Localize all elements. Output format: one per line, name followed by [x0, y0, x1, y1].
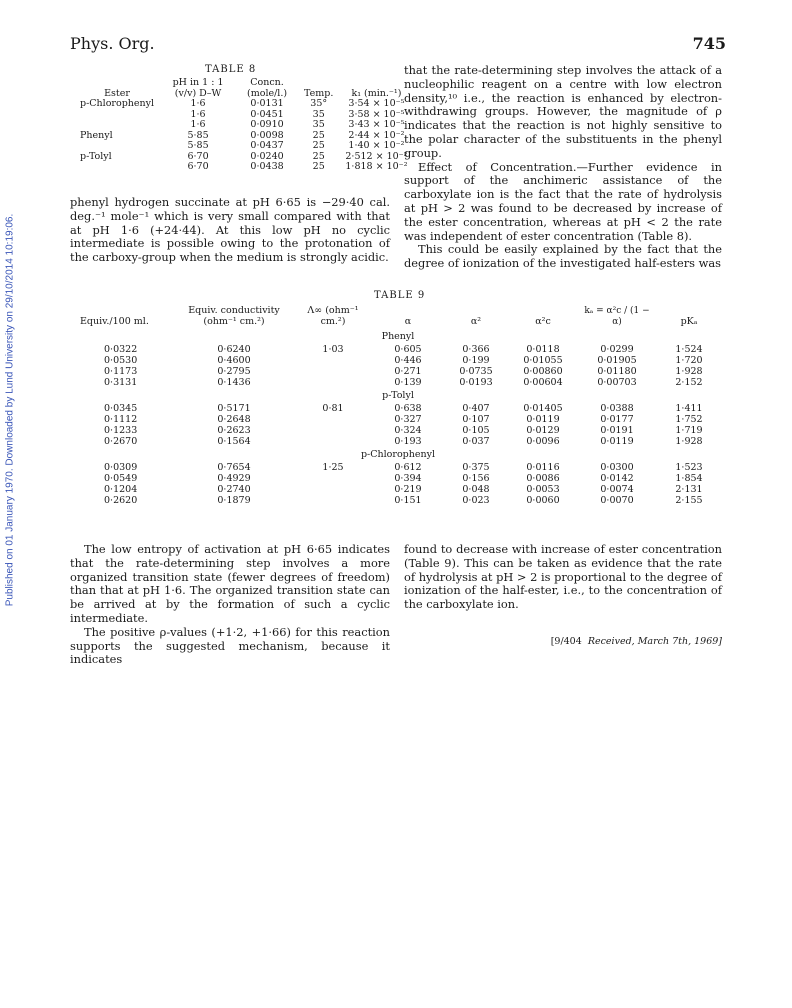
- table9-cell: 0·0345: [104, 403, 138, 415]
- table9-cell: 0·0549: [104, 473, 138, 485]
- table9-cell: 0·107: [462, 414, 490, 426]
- page-number: 745: [692, 34, 726, 53]
- table9-cell: 0·1112: [104, 414, 138, 426]
- table8-cell: 0·0240: [250, 150, 284, 162]
- table9-cell: 0·00703: [597, 376, 637, 388]
- right-column-top: [404, 64, 722, 271]
- table9-cell: 0·0119: [526, 414, 560, 426]
- table8-cell: 35: [312, 119, 325, 130]
- table8-cell: 0·0437: [250, 140, 284, 151]
- paragraph: This could be easily explained by the fact that the degree of ionization of the investigated half-esters was: [404, 242, 722, 271]
- table9-cell: 0·366: [462, 344, 490, 356]
- table8-cell: 35: [312, 108, 325, 120]
- table8-cell: p-Tolyl: [80, 150, 112, 162]
- right-column-bottom: [404, 543, 722, 612]
- table9-cell: 0·01405: [523, 403, 563, 415]
- table9-cell: 0·01055: [523, 355, 563, 367]
- table9-cell: [294, 356, 372, 367]
- table8-cell: 5·85: [187, 140, 209, 151]
- table9-cell: 0·0530: [104, 355, 138, 367]
- table8-cell: 35°: [310, 98, 328, 109]
- left-column-bottom: [70, 543, 390, 667]
- table9-cell: 0·00604: [523, 376, 563, 388]
- table9-cell: 0·00860: [523, 365, 563, 377]
- table9-group-label: Phenyl: [381, 330, 415, 342]
- table9-cell: 0·193: [394, 435, 422, 447]
- table9-cell: 1·854: [675, 473, 703, 485]
- table9-cell: 0·0086: [526, 473, 560, 485]
- table9-group-row: [74, 389, 722, 405]
- table9-cell: 1·03: [322, 344, 344, 356]
- table8-header-row: [74, 78, 414, 99]
- table9-cell: 0·0191: [600, 424, 634, 436]
- table9-header-row: [74, 306, 722, 330]
- table8-cell: [74, 120, 160, 131]
- table8-cell: 6·70: [187, 150, 209, 162]
- table9-cell: 0·0177: [600, 414, 634, 426]
- table9-cell: [294, 485, 372, 496]
- table9-cell: 0·2623: [217, 424, 251, 436]
- table8-cell: 0·0098: [250, 129, 284, 141]
- table9-cell: 0·199: [462, 355, 490, 367]
- table9-cell: 0·0119: [600, 435, 634, 447]
- table8-col-ph: pH in 1 : 1 (v/v) D–W: [172, 77, 224, 99]
- table8-cell: [74, 110, 160, 121]
- table9-cell: 0·1564: [217, 435, 251, 447]
- table9-cell: 1·752: [675, 414, 703, 426]
- table9-cell: 0·612: [394, 462, 422, 474]
- table9-cell: 0·151: [394, 494, 422, 506]
- table9-cell: 0·0116: [526, 462, 560, 474]
- table8-cell: 25: [312, 140, 325, 151]
- table9-cell: 2·155: [675, 494, 703, 506]
- table9-cell: 1·719: [675, 424, 703, 436]
- table9-cell: 1·720: [675, 355, 703, 367]
- table9-cell: 0·156: [462, 473, 490, 485]
- table9-cell: 0·0074: [600, 483, 634, 495]
- table9-cell: 1·523: [675, 462, 703, 474]
- table9-cell: 0·0070: [600, 494, 634, 506]
- table9-cell: 0·219: [394, 483, 422, 495]
- table9-cell: 0·0060: [526, 494, 560, 506]
- table8-cell: 0·0131: [250, 98, 284, 109]
- table9-cell: 0·1173: [104, 365, 138, 377]
- table9-group-label: p-Tolyl: [382, 389, 414, 401]
- table8-row: [74, 120, 414, 131]
- table9-cell: 0·1204: [104, 483, 138, 495]
- table8-cell: 3·58 × 10⁻⁵: [348, 108, 405, 120]
- table9-cell: 0·4600: [217, 355, 251, 367]
- table8-cell: 1·6: [190, 108, 206, 120]
- table8-cell: 0·0910: [250, 119, 284, 130]
- table9-cell: [294, 415, 372, 426]
- table9-cell: 0·4929: [217, 473, 251, 485]
- table9-cell: 0·1879: [217, 494, 251, 506]
- table9-group-label: p-Chlorophenyl: [360, 448, 436, 460]
- paragraph: that the rate-determining step involves the attack of a nucleophilic reagent on a centre with low electron density,¹⁰ i.e., the reaction is enhanced by electron-withdrawing groups. However, the magnitude of ρ indicates that the reaction is not highly sensitive to the polar character of the substituents in the phenyl group.: [404, 63, 722, 160]
- table9-group-row: [74, 448, 722, 464]
- table8-cell: 25: [312, 161, 325, 172]
- paragraph: Effect of Concentration.—Further evidence in support of the anchimeric assistance of the carboxylate ion is the fact that the rate of hydrolysis at pH > 2 was found to be decreased by increase of the ester concentration, whereas at pH < 2 the rate was independent of ester concentration (Table 8).: [404, 159, 722, 243]
- table9-cell: 0·271: [394, 365, 422, 377]
- table9-cell: 0·394: [394, 473, 422, 485]
- table8-cell: 6·70: [187, 161, 209, 172]
- table8-col-concn: Concn. (mole/l.): [247, 77, 288, 99]
- table9-cell: 0·407: [462, 403, 490, 415]
- table9-col-lambda: Λ∞ (ohm⁻¹ cm.²): [307, 305, 359, 327]
- table9-cell: 2·131: [675, 483, 703, 495]
- table9-cell: 0·0322: [104, 344, 138, 356]
- table9-cell: 0·0735: [459, 365, 493, 377]
- table9-cell: 0·3131: [104, 376, 138, 388]
- table9-cell: 0·605: [394, 344, 422, 356]
- table9-cell: 1·928: [675, 435, 703, 447]
- table8-col-k1: k₁ (min.⁻¹): [351, 87, 402, 99]
- table8-title: TABLE 8: [205, 64, 257, 75]
- table9-row: [74, 437, 722, 448]
- table9-cell: 0·01905: [597, 355, 637, 367]
- table9-cell: 0·0096: [526, 435, 560, 447]
- paragraph: phenyl hydrogen succinate at pH 6·65 is −29·40 cal. deg.⁻¹ mole⁻¹ which is very small compared with that at pH 1·6 (+24·44). At this low pH no cyclic intermediate is possible owing to the protonation of the carboxy-group when the medium is strongly acidic.: [70, 195, 390, 265]
- table9-cell: 0·0193: [459, 376, 493, 388]
- table9-row: [74, 496, 722, 507]
- table9-cell: 2·152: [675, 376, 703, 388]
- table9-col-ka: kₐ = α²c / (1 − α): [584, 306, 650, 327]
- table9-cell: [294, 426, 372, 437]
- table9-cell: 0·0299: [600, 344, 634, 356]
- table9-row: [74, 378, 722, 389]
- table9-group-row: [74, 330, 722, 346]
- table8-cell: 0·0451: [250, 108, 284, 120]
- table9-col-equiv: Equiv./100 ml.: [80, 315, 149, 327]
- table8-row: [74, 99, 414, 110]
- left-column-top: [70, 196, 390, 265]
- table9-cell: 0·048: [462, 483, 490, 495]
- table9-cell: 0·139: [394, 376, 422, 388]
- table8-cell: [74, 141, 160, 152]
- table9-cell: 0·2670: [104, 435, 138, 447]
- table9-cell: 0·5171: [217, 403, 251, 415]
- table9-title: TABLE 9: [374, 290, 426, 301]
- table8-cell: [74, 162, 160, 173]
- table8-col-temp: Temp.: [304, 87, 334, 99]
- table9-cell: 0·2620: [104, 494, 138, 506]
- table9-cell: 0·1436: [217, 376, 251, 388]
- table9-cell: 0·446: [394, 355, 422, 367]
- table9-cell: 1·524: [675, 344, 703, 356]
- table8-row: [74, 141, 414, 152]
- table9-col-alpha-sq-c: α²c: [535, 315, 551, 327]
- received-date: [9/404 Received, March 7th, 1969]: [550, 636, 722, 647]
- table9-cell: 1·25: [322, 462, 344, 474]
- table9-cell: 0·0142: [600, 473, 634, 485]
- journal-section-header: Phys. Org.: [70, 34, 155, 53]
- paragraph: The low entropy of activation at pH 6·65 indicates that the rate-determining step involves a more organized transition state (fewer degrees of freedom) than that at pH 1·6. The organized transition state can be arrived at by the formation of such a cyclic intermediate.: [70, 542, 390, 625]
- table9-cell: 0·638: [394, 403, 422, 415]
- download-watermark: Published on 01 January 1970. Downloaded by Lund University on 29/10/2014 10:19:06.: [4, 213, 16, 607]
- table8-cell: 5·85: [187, 129, 209, 141]
- table9-cell: [294, 367, 372, 378]
- table9-cell: 0·037: [462, 435, 490, 447]
- table8-cell: 1·6: [190, 119, 206, 130]
- table9-cell: [294, 474, 372, 485]
- table8-cell: 25: [312, 150, 325, 162]
- table8-cell: 1·40 × 10⁻²: [348, 140, 405, 151]
- table9-cell: 0·0118: [526, 344, 560, 356]
- table8-cell: 1·818 × 10⁻²: [345, 161, 408, 172]
- table8-cell: 0·0438: [250, 161, 284, 172]
- table9-cell: 0·2648: [217, 414, 251, 426]
- table9-col-conductivity: Equiv. conductivity (ohm⁻¹ cm.²): [188, 305, 280, 327]
- table9-cell: 0·2740: [217, 483, 251, 495]
- table8-cell: 3·54 × 10⁻⁵: [348, 98, 405, 109]
- table9-cell: 0·105: [462, 424, 490, 436]
- table9-cell: [294, 378, 372, 389]
- paragraph: The positive ρ-values (+1·2, +1·66) for this reaction supports the suggested mechanism, because it indicates: [70, 624, 390, 667]
- table9: [74, 306, 722, 507]
- table9-cell: 0·1233: [104, 424, 138, 436]
- table8-cell: p-Chlorophenyl: [80, 98, 155, 109]
- table9-cell: 0·375: [462, 462, 490, 474]
- table9-cell: 0·327: [394, 414, 422, 426]
- table8-cell: 2·512 × 10⁻²: [345, 150, 408, 162]
- table8-cell: 1·6: [190, 98, 206, 109]
- table8-cell: 3·43 × 10⁻⁵: [348, 119, 405, 130]
- table9-cell: 0·2795: [217, 365, 251, 377]
- table9-cell: 0·01180: [597, 365, 637, 377]
- table9-col-alpha-sq: α²: [470, 315, 482, 327]
- table9-cell: 0·0129: [526, 424, 560, 436]
- table8: [74, 78, 414, 173]
- table9-cell: 1·411: [675, 403, 703, 415]
- table8-col-ester: Ester: [104, 87, 130, 99]
- table8-cell: 2·44 × 10⁻²: [348, 129, 405, 141]
- table9-cell: 0·0300: [600, 462, 634, 474]
- table9-cell: 0·6240: [217, 344, 251, 356]
- table9-cell: 0·324: [394, 424, 422, 436]
- table8-row: [74, 162, 414, 173]
- table9-cell: 0·0053: [526, 483, 560, 495]
- table9-cell: [294, 496, 372, 507]
- table9-cell: 1·928: [675, 365, 703, 377]
- table9-col-pka: pKₐ: [680, 315, 698, 327]
- table8-cell: 25: [312, 129, 325, 141]
- table9-cell: 0·0388: [600, 403, 634, 415]
- table9-cell: 0·023: [462, 494, 490, 506]
- table9-cell: [294, 437, 372, 448]
- table9-cell: 0·81: [322, 403, 344, 415]
- table9-col-alpha: α: [404, 315, 412, 327]
- table8-cell: Phenyl: [80, 129, 113, 141]
- paragraph: found to decrease with increase of ester concentration (Table 9). This can be taken as evidence that the rate of hydrolysis at pH > 2 is proportional to the degree of ionization of the half-ester, i.e., to the concentration of the carboxylate ion.: [404, 542, 723, 612]
- table9-cell: 0·0309: [104, 462, 138, 474]
- table9-cell: 0·7654: [217, 462, 251, 474]
